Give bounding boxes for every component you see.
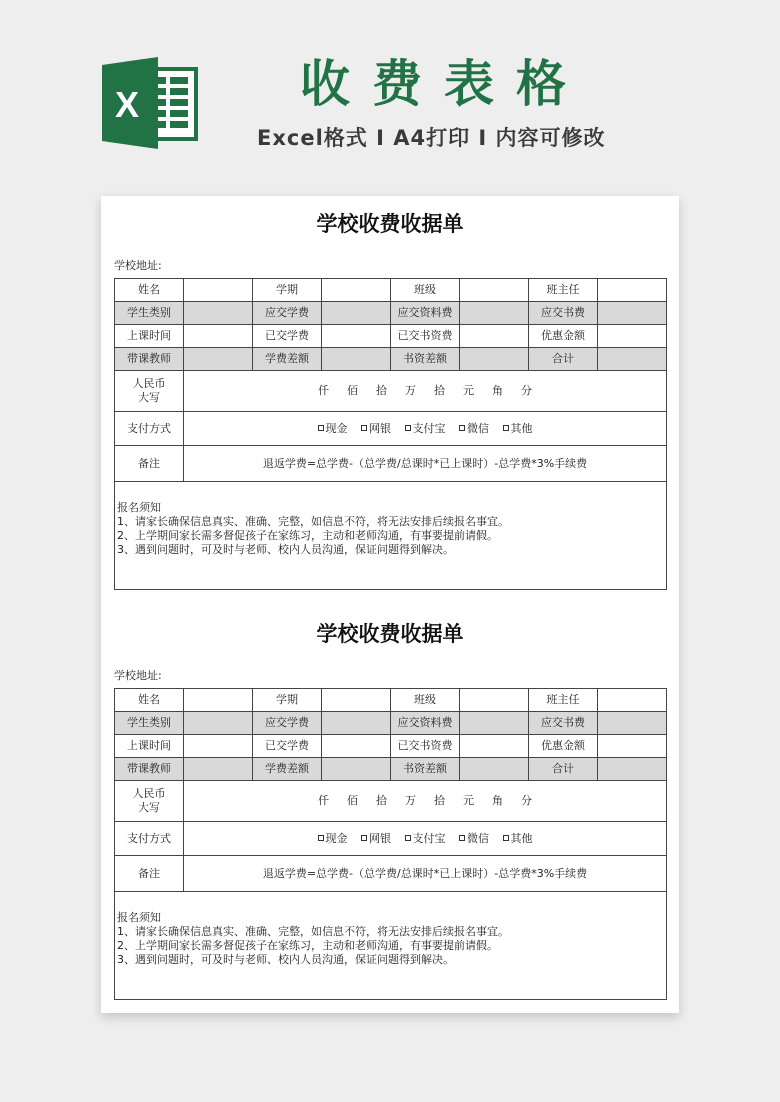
table-row-remark — [115, 446, 667, 482]
checkbox-cash[interactable]: 现金 — [318, 422, 348, 436]
note-item: 3、遇到问题时，可及时与老师、校内人员沟通，保证问题得到解决。 — [117, 953, 454, 966]
excel-icon — [102, 57, 198, 149]
table-row-payment — [115, 412, 667, 446]
cell-label: 班主任 — [529, 689, 598, 712]
receipt-title: 学校收费收据单 — [316, 212, 464, 236]
cell-label: 合计 — [529, 348, 598, 371]
checkbox-alipay[interactable]: 支付宝 — [405, 422, 446, 436]
cell-label: 姓名 — [115, 279, 184, 302]
notes-section — [115, 892, 667, 1000]
rmb-label: 人民币 大写 — [115, 781, 184, 822]
cell-input[interactable] — [322, 279, 391, 302]
checkbox-icon — [503, 835, 509, 841]
rmb-label: 人民币 大写 — [115, 371, 184, 412]
table-row — [115, 712, 667, 735]
payment-options — [184, 412, 667, 446]
cell-label: 班主任 — [529, 279, 598, 302]
cell-label: 学费差额 — [253, 758, 322, 781]
table-row-rmb — [115, 371, 667, 412]
school-address-label: 学校地址: — [114, 669, 162, 682]
cell-input[interactable] — [184, 689, 253, 712]
note-item: 1、请家长确保信息真实、准确、完整，如信息不符，将无法安排后续报名事宜。 — [117, 925, 509, 938]
cell-input[interactable] — [598, 735, 667, 758]
table-row — [115, 325, 667, 348]
cell-label: 班级 — [391, 279, 460, 302]
cell-input[interactable] — [460, 712, 529, 735]
table-row — [115, 735, 667, 758]
cell-input[interactable] — [184, 348, 253, 371]
cell-label: 应交书费 — [529, 712, 598, 735]
cell-label: 应交资料费 — [391, 302, 460, 325]
notes-title: 报名须知 — [117, 501, 161, 514]
cell-label: 应交学费 — [253, 712, 322, 735]
checkbox-icon — [405, 835, 411, 841]
cell-input[interactable] — [460, 302, 529, 325]
cell-input[interactable] — [322, 348, 391, 371]
cell-label: 上课时间 — [115, 735, 184, 758]
checkbox-wechat[interactable]: 微信 — [459, 832, 489, 846]
hero-subtitle: Excel格式 I A4打印 I 内容可修改 — [257, 126, 606, 150]
banner-header — [0, 0, 780, 190]
remark-label: 备注 — [115, 856, 184, 892]
cell-label: 学费差额 — [253, 348, 322, 371]
checkbox-alipay[interactable]: 支付宝 — [405, 832, 446, 846]
cell-input[interactable] — [598, 279, 667, 302]
checkbox-other[interactable]: 其他 — [503, 422, 533, 436]
cell-label: 优惠金额 — [529, 735, 598, 758]
table-row-notes — [115, 892, 667, 1000]
cell-input[interactable] — [598, 758, 667, 781]
cell-input[interactable] — [184, 325, 253, 348]
cell-input[interactable] — [460, 735, 529, 758]
cell-input[interactable] — [598, 325, 667, 348]
payment-label: 支付方式 — [115, 412, 184, 446]
table-row — [115, 348, 667, 371]
svg-text:X: X — [114, 84, 140, 125]
rmb-amount-field[interactable]: 仟 佰 拾 万 拾 元 角 分 — [184, 781, 667, 822]
table-row — [115, 758, 667, 781]
rmb-amount-field[interactable]: 仟 佰 拾 万 拾 元 角 分 — [184, 371, 667, 412]
table-row-remark — [115, 856, 667, 892]
cell-label: 带课教师 — [115, 348, 184, 371]
cell-label: 书资差额 — [391, 758, 460, 781]
school-address-label: 学校地址: — [114, 259, 162, 272]
payment-options — [184, 822, 667, 856]
receipt-table — [114, 278, 667, 590]
checkbox-icon — [459, 835, 465, 841]
checkbox-icon — [405, 425, 411, 431]
cell-input[interactable] — [598, 348, 667, 371]
cell-label: 应交学费 — [253, 302, 322, 325]
cell-input[interactable] — [184, 712, 253, 735]
cell-label: 书资差额 — [391, 348, 460, 371]
cell-input[interactable] — [184, 279, 253, 302]
note-item: 2、上学期间家长需多督促孩子在家练习，主动和老师沟通，有事要提前请假。 — [117, 529, 498, 542]
table-row — [115, 279, 667, 302]
cell-label: 优惠金额 — [529, 325, 598, 348]
checkbox-wechat[interactable]: 微信 — [459, 422, 489, 436]
cell-input[interactable] — [322, 302, 391, 325]
cell-input[interactable] — [598, 712, 667, 735]
payment-label: 支付方式 — [115, 822, 184, 856]
table-row-payment — [115, 822, 667, 856]
cell-label: 合计 — [529, 758, 598, 781]
cell-input[interactable] — [322, 758, 391, 781]
cell-label: 已交学费 — [253, 735, 322, 758]
checkbox-cash[interactable]: 现金 — [318, 832, 348, 846]
cell-input[interactable] — [598, 689, 667, 712]
cell-input[interactable] — [322, 712, 391, 735]
checkbox-bank[interactable]: 网银 — [361, 832, 391, 846]
cell-input[interactable] — [460, 689, 529, 712]
checkbox-icon — [318, 835, 324, 841]
table-row — [115, 689, 667, 712]
cell-input[interactable] — [184, 302, 253, 325]
cell-input[interactable] — [598, 302, 667, 325]
note-item: 3、遇到问题时，可及时与老师、校内人员沟通，保证问题得到解决。 — [117, 543, 454, 556]
cell-label: 已交书资费 — [391, 325, 460, 348]
hero-title: 收费表格 — [300, 55, 588, 113]
cell-input[interactable] — [184, 735, 253, 758]
cell-label: 应交资料费 — [391, 712, 460, 735]
note-item: 2、上学期间家长需多督促孩子在家练习，主动和老师沟通，有事要提前请假。 — [117, 939, 498, 952]
note-item: 1、请家长确保信息真实、准确、完整，如信息不符，将无法安排后续报名事宜。 — [117, 515, 509, 528]
document-page — [101, 196, 679, 1013]
cell-label: 姓名 — [115, 689, 184, 712]
receipt-table — [114, 688, 667, 1000]
cell-label: 上课时间 — [115, 325, 184, 348]
table-row — [115, 302, 667, 325]
cell-input[interactable] — [460, 758, 529, 781]
cell-input[interactable] — [460, 279, 529, 302]
cell-input[interactable] — [460, 348, 529, 371]
remark-label: 备注 — [115, 446, 184, 482]
cell-input[interactable] — [322, 325, 391, 348]
notes-title: 报名须知 — [117, 911, 161, 924]
cell-input[interactable] — [460, 325, 529, 348]
checkbox-icon — [459, 425, 465, 431]
remark-text: 退返学费=总学费-（总学费/总课时*已上课时）-总学费*3%手续费 — [184, 446, 667, 482]
checkbox-icon — [318, 425, 324, 431]
cell-label: 学期 — [253, 279, 322, 302]
checkbox-icon — [361, 835, 367, 841]
cell-label: 学生类别 — [115, 712, 184, 735]
cell-label: 学期 — [253, 689, 322, 712]
notes-section — [115, 482, 667, 590]
checkbox-other[interactable]: 其他 — [503, 832, 533, 846]
cell-label: 带课教师 — [115, 758, 184, 781]
table-row-rmb — [115, 781, 667, 822]
table-row-notes — [115, 482, 667, 590]
cell-label: 已交学费 — [253, 325, 322, 348]
cell-label: 已交书资费 — [391, 735, 460, 758]
cell-input[interactable] — [184, 758, 253, 781]
receipt-title: 学校收费收据单 — [316, 622, 464, 646]
checkbox-icon — [503, 425, 509, 431]
cell-label: 应交书费 — [529, 302, 598, 325]
cell-label: 班级 — [391, 689, 460, 712]
cell-label: 学生类别 — [115, 302, 184, 325]
cell-input[interactable] — [322, 735, 391, 758]
checkbox-bank[interactable]: 网银 — [361, 422, 391, 436]
checkbox-icon — [361, 425, 367, 431]
remark-text: 退返学费=总学费-（总学费/总课时*已上课时）-总学费*3%手续费 — [184, 856, 667, 892]
cell-input[interactable] — [322, 689, 391, 712]
